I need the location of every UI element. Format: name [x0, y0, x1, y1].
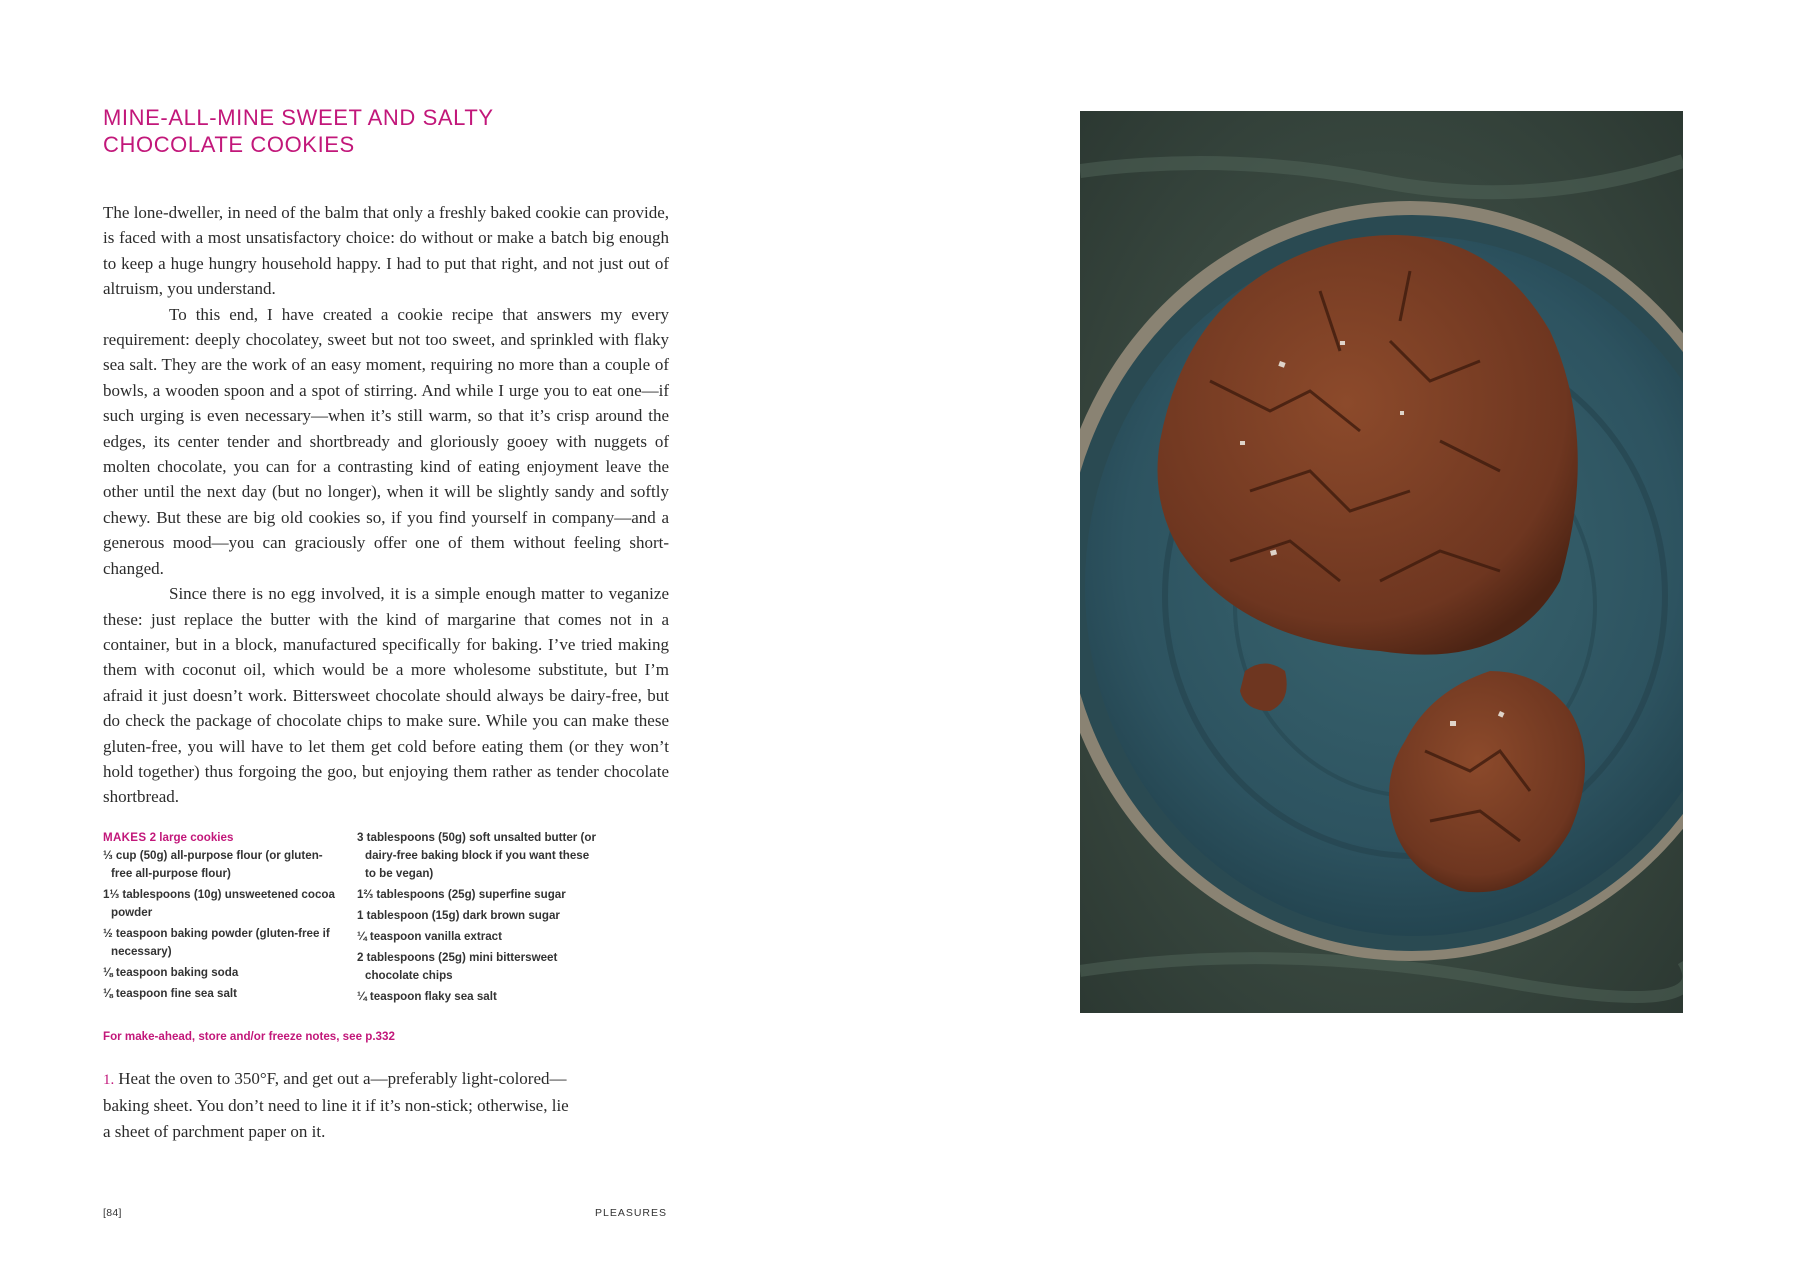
- ingredient-item: ¼ teaspoon flaky sea salt: [357, 990, 497, 1003]
- ingredient-item: ½ teaspoon baking powder (gluten-free if necessary): [103, 927, 330, 958]
- intro-paragraph: To this end, I have created a cookie recipe that answers my every requirement: deeply chocolatey, sweet but not too sweet, and sprinkled with flaky sea salt. They are the work of an easy moment, requiring no more than a couple of bowls, a wooden spoon and a spot of stirring. And while I urge you to eat one—if such urging is even necessary—when it’s still warm, so that it’s crisp around the edges, its center tender and shortbready and gloriously gooey with nuggets of molten chocolate, you can for a contrasting kind of eating enjoyment leave the other until the next day (but no longer), when it will be slightly sandy and softly chewy. But these are big old cookies so, if you find yourself in company—and a generous mood—you can graciously offer one of them without feeling short-changed.: [103, 304, 669, 578]
- step-text: Heat the oven to 350°F, and get out a—preferably light-colored—baking sheet. You don’t need to line it if it’s non-stick; otherwise, lie a sheet of parchment paper on it.: [103, 1069, 569, 1141]
- ingredient-item: 3 tablespoons (50g) soft unsalted butter (or dairy-free baking block if you want these to be vegan): [357, 831, 596, 880]
- intro-text: [103, 200, 669, 810]
- ingredients-column-left: [103, 829, 343, 1006]
- make-ahead-note: For make-ahead, store and/or freeze notes, see p.332: [103, 1030, 395, 1043]
- ingredient-item: 1 tablespoon (15g) dark brown sugar: [357, 909, 560, 922]
- ingredient-item: ⅓ cup (50g) all-purpose flour (or gluten-free all-purpose flour): [103, 849, 323, 880]
- ingredient-item: ⅛ teaspoon baking soda: [103, 966, 239, 979]
- section-name: PLEASURES: [595, 1207, 668, 1219]
- recipe-title: [103, 104, 623, 158]
- intro-paragraph: The lone-dweller, in need of the balm that only a freshly baked cookie can provide, is faced with a most unsatisfactory choice: do without or make a batch big enough to keep a huge hungry household happy. I had to put that right, and not just out of altruism, you understand.: [103, 203, 669, 299]
- makes-line: [103, 829, 343, 847]
- ingredient-item: 1⅓ tablespoons (10g) unsweetened cocoa powder: [103, 888, 335, 919]
- step-number: 1.: [103, 1072, 115, 1088]
- ingredient-item: 1⅔ tablespoons (25g) superfine sugar: [357, 888, 566, 901]
- cookie-photo: [1080, 111, 1683, 1013]
- ingredients-column-right: [357, 829, 602, 1009]
- ingredient-item: ⅛ teaspoon fine sea salt: [103, 987, 238, 1000]
- recipe-title-line-2: CHOCOLATE COOKIES: [103, 132, 355, 157]
- page-number: [84]: [103, 1207, 122, 1219]
- intro-paragraph: Since there is no egg involved, it is a simple enough matter to veganize these: just replace the butter with the kind of margarine that comes not in a container, but in a block, manufactured specifically for baking. I’ve tried making them with coconut oil, which would be a more wholesome substitute, but I’m afraid it just doesn’t work. Bittersweet chocolate should always be dairy-free, but do check the package of chocolate chips to make sure. While you can make these gluten-free, you will have to let them get cold before eating them (or they won’t hold together) thus forgoing the goo, but enjoying them rather as tender chocolate shortbread.: [103, 584, 669, 807]
- makes-label: MAKES: [103, 831, 147, 844]
- recipe-title-line-1: MINE-ALL-MINE SWEET AND SALTY: [103, 105, 494, 130]
- ingredient-item: ¼ teaspoon vanilla extract: [357, 930, 502, 943]
- ingredient-item: 2 tablespoons (25g) mini bittersweet chocolate chips: [357, 951, 558, 982]
- method-step: [103, 1066, 573, 1144]
- makes-value: 2 large cookies: [149, 831, 234, 844]
- cookie-photo-illustration: [1080, 111, 1683, 1013]
